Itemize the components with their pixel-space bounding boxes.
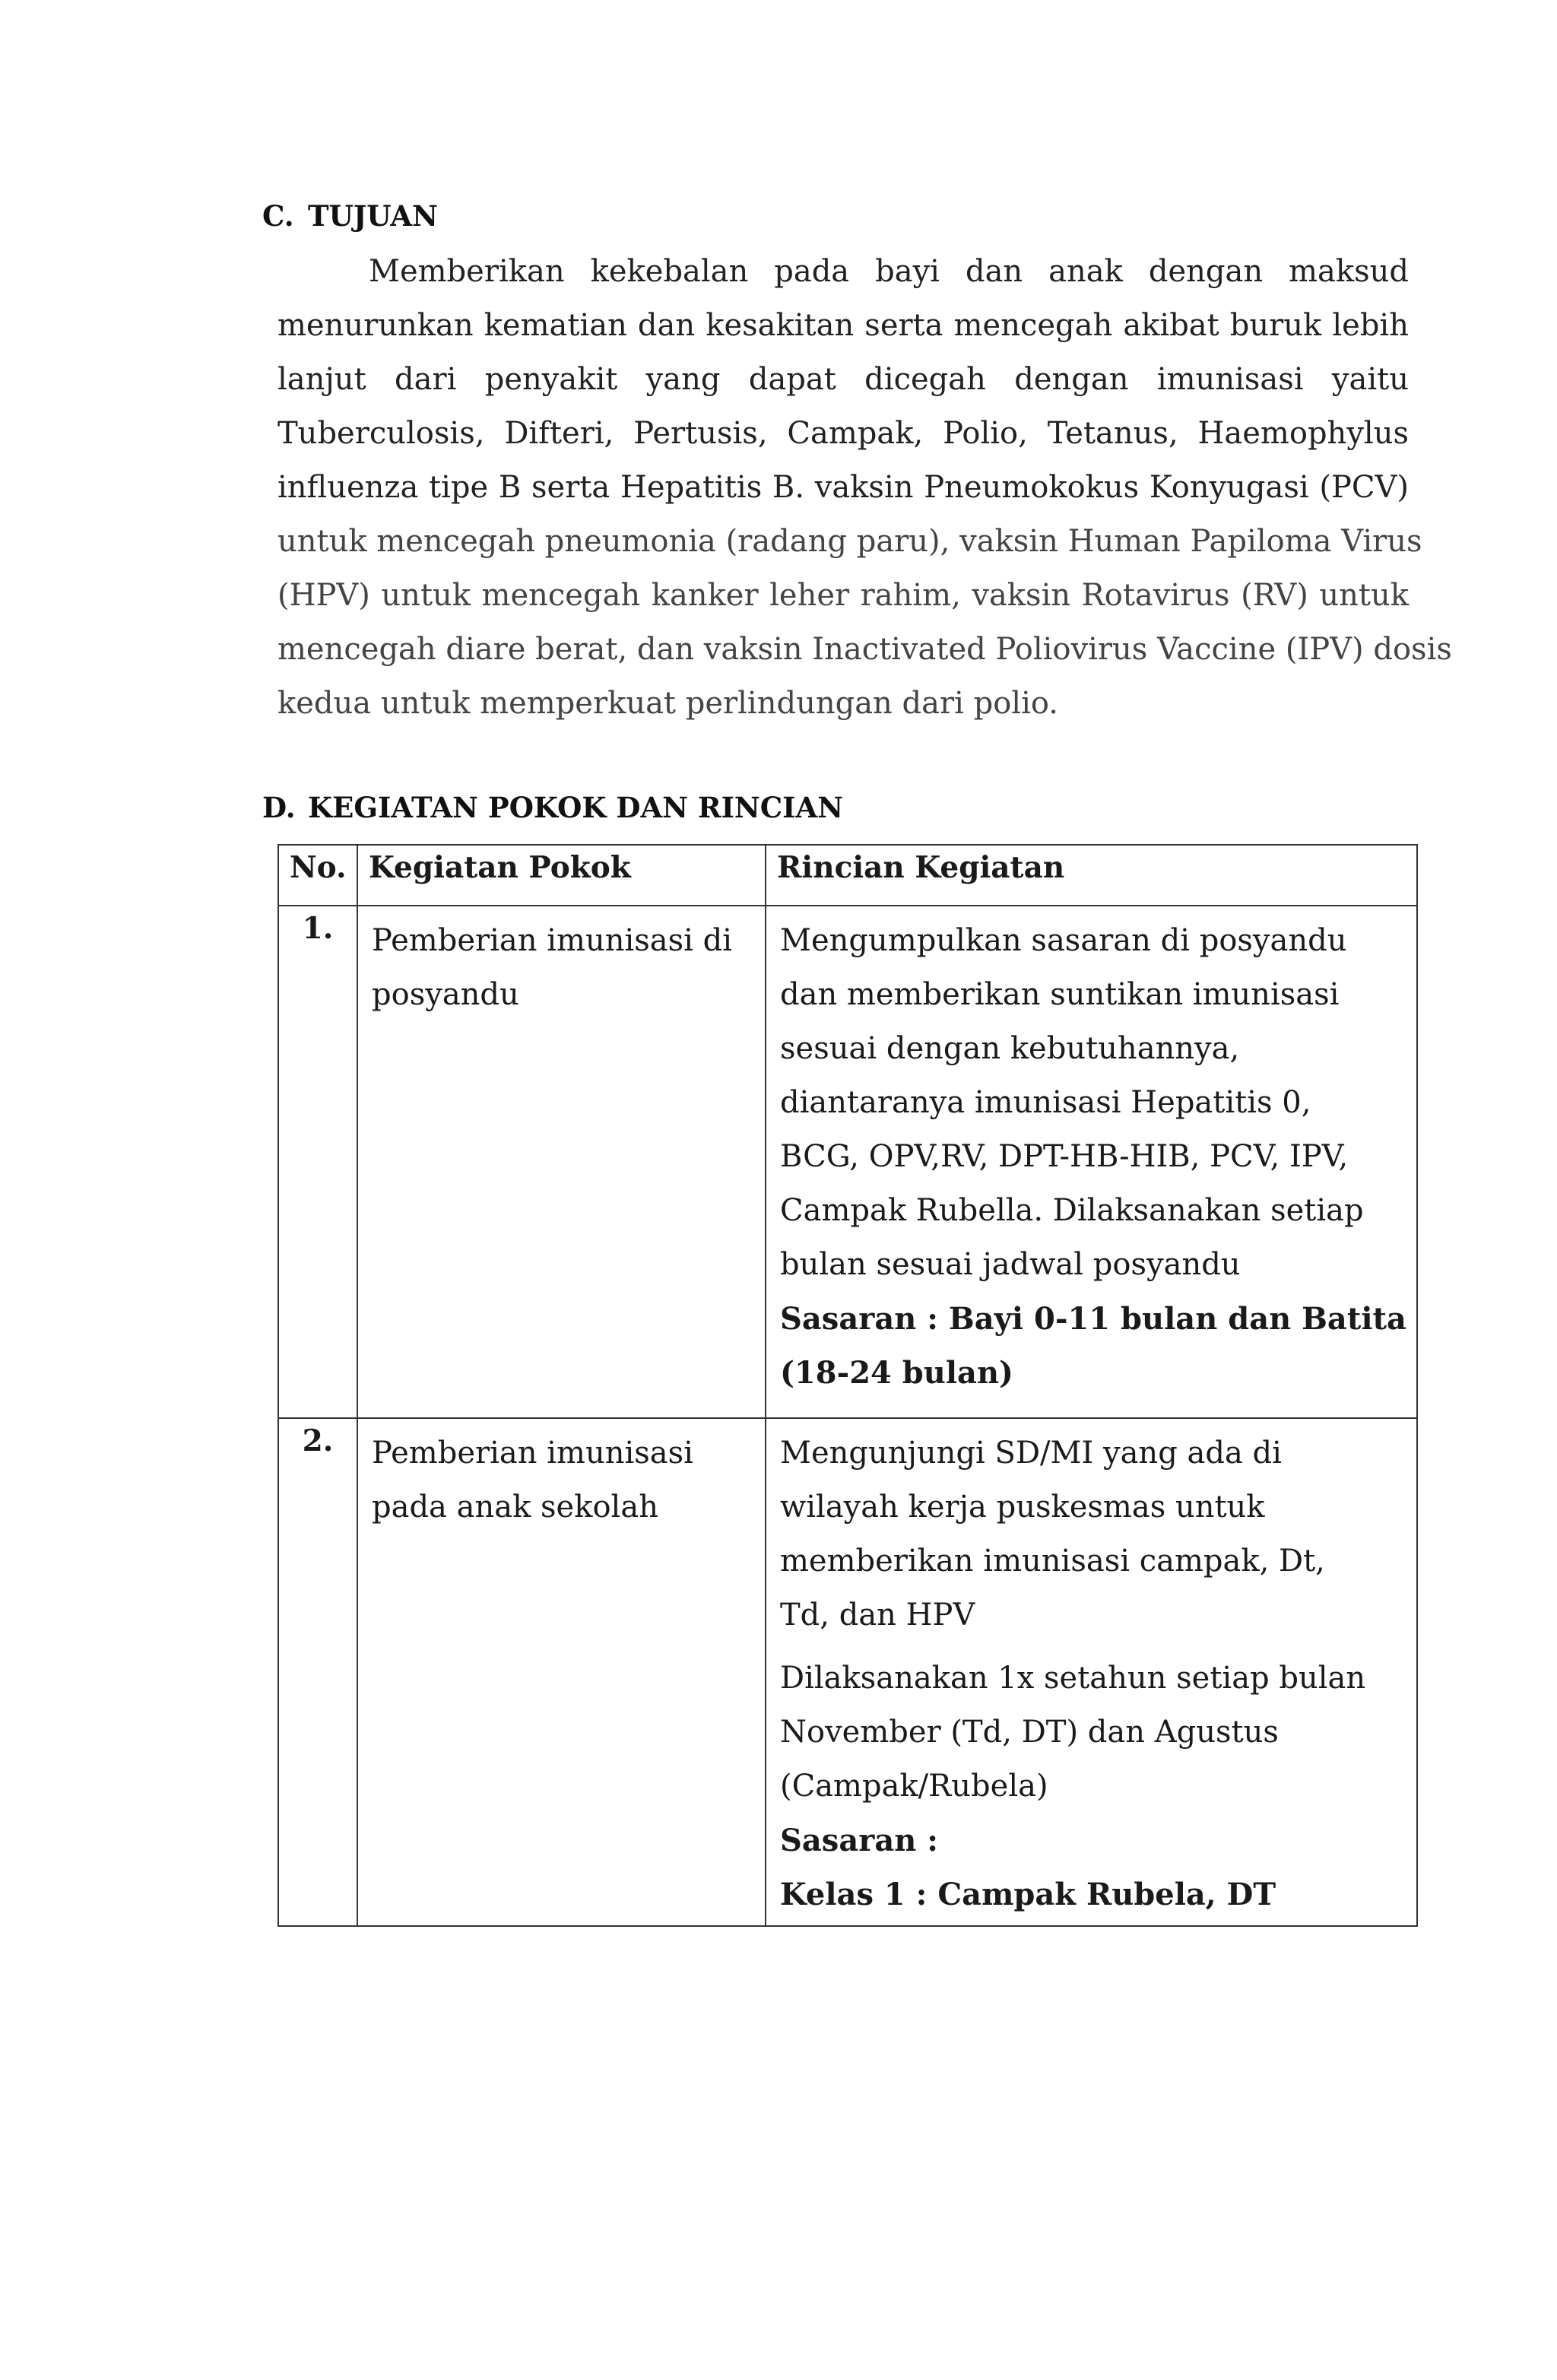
tujuan-line: (HPV) untuk mencegah kanker leher rahim, vaksin Rotavirus (RV) untuk [277, 578, 1409, 613]
tujuan-line: mencegah diare berat, dan vaksin Inactivated Poliovirus Vaccine (IPV) dosis [277, 632, 1452, 667]
tujuan-line: menurunkan kematian dan kesakitan serta mencegah akibat buruk lebih [277, 308, 1409, 343]
rincian-line: (Campak/Rubela) [780, 1769, 1048, 1804]
sasaran-line: Sasaran : Bayi 0-11 bulan dan Batita [780, 1301, 1406, 1337]
rincian-kegiatan-cell [766, 906, 1417, 1418]
section-d-heading [262, 791, 843, 824]
header-no: No. [278, 845, 357, 906]
pokok-line: Pemberian imunisasi [372, 1436, 693, 1471]
rincian-line: Td, dan HPV [780, 1598, 975, 1633]
kegiatan-pokok-cell [357, 1418, 766, 1926]
rincian-line: memberikan imunisasi campak, Dt, [780, 1544, 1325, 1579]
table-row [278, 906, 1417, 1418]
sasaran-line: Sasaran : [780, 1823, 939, 1858]
sasaran-line: (18-24 bulan) [780, 1355, 1013, 1391]
section-c-number: C. [262, 199, 294, 233]
kegiatan-pokok-cell [357, 906, 766, 1418]
tujuan-line: Tuberculosis, Difteri, Pertusis, Campak, Polio, Tetanus, Haemophylus [277, 416, 1409, 451]
pokok-line: posyandu [372, 977, 519, 1012]
tujuan-line: untuk mencegah pneumonia (radang paru), vaksin Human Papiloma Virus [277, 524, 1422, 559]
rincian-line: dan memberikan suntikan imunisasi [780, 977, 1340, 1012]
row-number: 1. [278, 906, 357, 1418]
section-c-title: TUJUAN [308, 199, 438, 233]
header-rincian-kegiatan: Rincian Kegiatan [766, 845, 1417, 906]
pokok-line: pada anak sekolah [372, 1490, 658, 1525]
pokok-line: Pemberian imunisasi di [372, 923, 733, 958]
tujuan-line: Memberikan kekebalan pada bayi dan anak dengan maksud [369, 254, 1409, 289]
rincian-line: sesuai dengan kebutuhannya, [780, 1031, 1240, 1066]
rincian-line: Mengunjungi SD/MI yang ada di [780, 1436, 1282, 1471]
rincian-line: diantaranya imunisasi Hepatitis 0, [780, 1085, 1311, 1120]
table-row [278, 1418, 1417, 1926]
tujuan-line: lanjut dari penyakit yang dapat dicegah dengan imunisasi yaitu [277, 362, 1409, 397]
tujuan-line: influenza tipe B serta Hepatitis B. vaksin Pneumokokus Konyugasi (PCV) [277, 470, 1409, 505]
rincian-line: Mengumpulkan sasaran di posyandu [780, 923, 1347, 958]
rincian-line: wilayah kerja puskesmas untuk [780, 1490, 1265, 1525]
rincian-line: Dilaksanakan 1x setahun setiap bulan [780, 1661, 1366, 1696]
rincian-line: bulan sesuai jadwal posyandu [780, 1247, 1241, 1282]
rincian-line: BCG, OPV,RV, DPT-HB-HIB, PCV, IPV, [780, 1139, 1349, 1174]
row-number: 2. [278, 1418, 357, 1926]
table-header-row [278, 845, 1417, 906]
section-c-heading [262, 199, 438, 233]
section-d-number: D. [262, 791, 296, 824]
kegiatan-table [277, 844, 1418, 1927]
header-kegiatan-pokok: Kegiatan Pokok [357, 845, 766, 906]
tujuan-line: kedua untuk memperkuat perlindungan dari polio. [277, 686, 1058, 721]
sasaran-line: Kelas 1 : Campak Rubela, DT [780, 1877, 1276, 1912]
rincian-kegiatan-cell [766, 1418, 1417, 1926]
paragraph-gap [780, 1642, 1406, 1652]
section-d-title: KEGIATAN POKOK DAN RINCIAN [308, 791, 844, 824]
rincian-line: November (Td, DT) dan Agustus [780, 1715, 1279, 1750]
rincian-line: Campak Rubella. Dilaksanakan setiap [780, 1193, 1364, 1228]
